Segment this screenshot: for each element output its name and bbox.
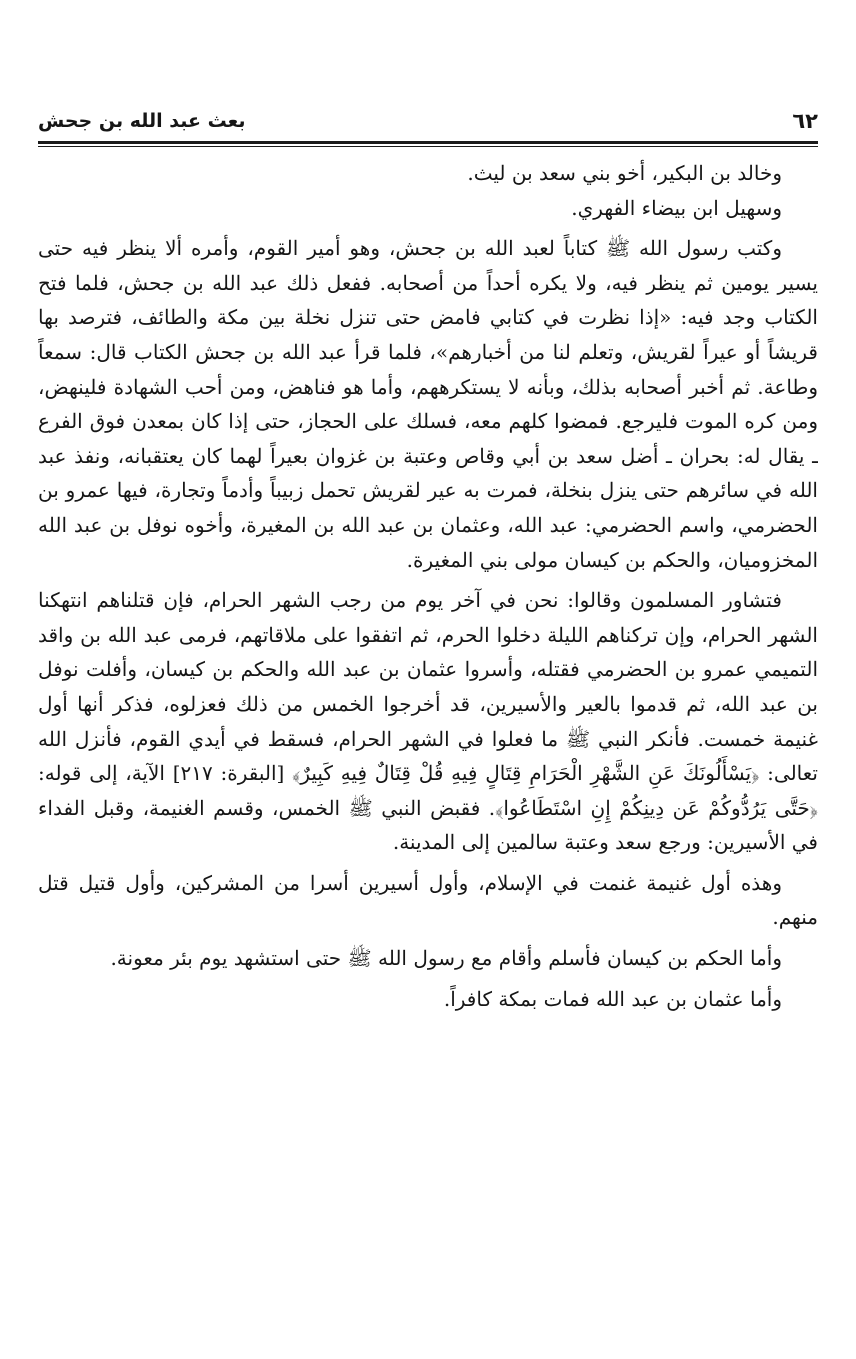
paragraph-hakam: وأما الحكم بن كيسان فأسلم وأقام مع رسول الله ﷺ حتى استشهد يوم بئر معونة. <box>110 946 782 971</box>
paragraph-uthman: وأما عثمان بن عبد الله فمات بمكة كافراً. <box>443 986 782 1011</box>
paragraph-khalid: وخالد بن البكير، أخو بني سعد بن ليث. <box>467 161 782 185</box>
header-rule-thick <box>38 141 818 144</box>
page-number: ٦٢ <box>792 109 818 133</box>
paragraph-first-spoils: وهذه أول غنيمة غنمت في الإسلام، وأول أسيرين أسرا من المشركين، وأول قتيل قتل منهم. <box>38 870 818 930</box>
page-header <box>38 106 818 140</box>
header-rule-thin <box>38 146 818 147</box>
paragraph-battle: فتشاور المسلمون وقالوا: نحن في آخر يوم من رجب الشهر الحرام، فإن قتلناهم انتهكنا الشهر الحرام، وإن تركناهم الليلة دخلوا الحرم، ثم اتفقوا على ملاقاتهم، فرمى عبد الله بن واقد التميمي عمرو بن الحضرمي فقتله، وأسروا عثمان بن عبد الله والحكم بن كيسان، وأفلت نوفل بن عبد الله، ثم قدموا بالعير والأسيرين، قد أخرجوا الخمس من ذلك فعزلوه، فذكر أنها أول غنيمة خمست. فأنكر النبي ﷺ ما فعلوا في الشهر الحرام، فسقط في أيدي القوم، فأنزل الله تعالى: ﴿يَسْأَلُونَكَ عَنِ الشَّهْرِ الْحَرَامِ قِتَالٍ فِيهِ قُلْ قِتَالٌ فِيهِ كَبِيرٌ﴾ [البقرة: ٢١٧] الآية، إلى قوله: ﴿حَتَّى يَرُدُّوكُمْ عَن دِينِكُمْ إِنِ اسْتَطَاعُوا﴾. فقبض النبي ﷺ الخمس، وقسم الغنيمة، وقبل الفداء في الأسيرين: ورجع سعد وعتبة سالمين إلى المدينة. <box>38 588 818 855</box>
running-title: بعث عبد الله بن جحش <box>38 110 246 132</box>
body-text <box>38 156 818 1256</box>
paragraph-letter: وكتب رسول الله ﷺ كتاباً لعبد الله بن جحش، وهو أمير القوم، وأمره ألا ينظر فيه حتى يسير يومين ثم ينظر فيه، ولا يكره أحداً من أصحابه. ففعل ذلك عبد الله بن جحش، فلما فتح الكتاب وجد فيه: «إذا نظرت في كتابي فامض حتى تنزل نخلة بين مكة والطائف، فترصد بها قريشاً أو عيراً لقريش، وتعلم لنا من أخبارهم»، فلما قرأ عبد الله بن جحش الكتاب قال: سمعاً وطاعة. ثم أخبر أصحابه بذلك، وبأنه لا يستكرههم، وأما هو فناهض، ومن أحب الشهادة فلينهض، ومن كره الموت فليرجع. فمضوا كلهم معه، فسلك على الحجاز، حتى إذا كان بمعدن فوق الفرع ـ يقال له: بحران ـ أضل سعد بن أبي وقاص وعتبة بن غزوان بعيراً لهما كان يعتقبانه، ونفذ عبد الله في سائرهم حتى ينزل بنخلة، فمرت به عير لقريش تحمل زبيباً وأدماً وتجارة، فيها عمرو بن الحضرمي، واسم الحضرمي: عبد الله، وعثمان بن عبد الله بن المغيرة، وأخوه نوفل بن عبد الله المخزوميان، والحكم بن كيسان مولى بني المغيرة. <box>38 236 818 572</box>
paragraph-suhail: وسهيل ابن بيضاء الفهري. <box>571 195 782 220</box>
